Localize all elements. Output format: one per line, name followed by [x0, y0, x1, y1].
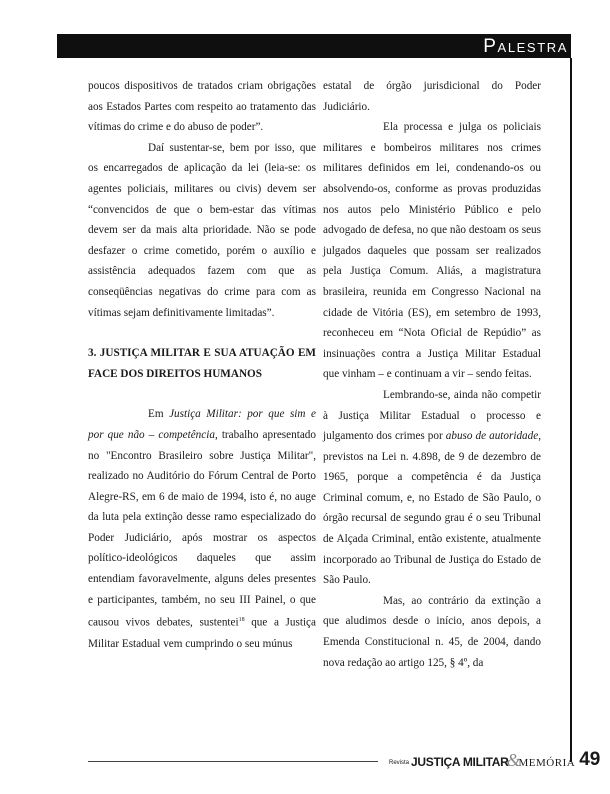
right-paragraph-1: estatal de órgão jurisdicional do Poder Judiciário. [323, 80, 541, 113]
p3-middle: , trabalho apresentado no "Encontro Brasileiro sobre Justiça Militar", realizado no Auditório do Fórum Central de Porto Alegre-RS, em 6 de maio de 1994, isto é, no auge da luta pela extinção desse ramo especializado do Poder Judiciário, após mostrar os aspectos político-ideológicos daqueles que assim entendiam favoravelmente, alguns deles presentes e participantes, também, no seu III Painel, o que causou vivos debates, sustentei [88, 428, 316, 629]
page-number: 49 [579, 749, 601, 770]
right-paragraph-4: Mas, ao contrário da extinção a que aludimos desde o início, anos depois, a Emenda Constitucional n. 45, de 2004, dando nova redação ao artigo 125, § 4º, da [323, 594, 541, 669]
section-title: Palestra [483, 36, 568, 57]
left-paragraph-1: poucos dispositivos de tratados criam obrigações aos Estados Partes com respeito ao tratamento das vítimas do crime e do abuso de poder”. [88, 80, 316, 134]
rp3-lead: Lembrando-se, ainda não competir à Justiça Militar Estadual o processo e julgamento dos crimes por [323, 388, 541, 443]
left-column [88, 76, 316, 654]
rp3-end: , previstos na Lei n. 4.898, de 9 de dezembro de 1965, porque a competência é da Justiça Criminal comum, e, no Estado de São Paulo, o órgão recursal de segundo grau é o seu Tribunal de Alçada Criminal, então existente, atualmente incorporado ao Tribunal de Justiça do Estado de São Paulo. [323, 430, 542, 587]
footer-memoria: MEMÓRIA [518, 757, 576, 769]
footer-rule [88, 761, 378, 762]
section-heading: 3. JUSTIÇA MILITAR E SUA ATUAÇÃO EM FACE DOS DIREITOS HUMANOS [88, 347, 316, 380]
abuse-term: abuso de autoridade [445, 430, 539, 443]
right-column [323, 76, 541, 673]
footer-ampersand: & [506, 750, 521, 770]
p3-end: que a Justiça Militar Estadual vem cumprindo o seu múnus [88, 616, 316, 650]
left-paragraph-3 [88, 404, 316, 654]
footer-brand: JUSTIÇA MILITAR [411, 755, 509, 769]
cited-work-title: Justiça Militar: por que sim e por que não – competência [88, 408, 316, 441]
footer [389, 747, 600, 769]
right-margin-rule [570, 58, 572, 762]
right-paragraph-2: Ela processa e julga os policiais militares e bombeiros militares nos crimes militares definidos em lei, condenando-os ou absolvendo-os, conforme as provas produzidas nos autos pelo Ministério Público e pelo advogado de defesa, no que não destoam os seus julgados daqueles que possam ser realizados pela Justiça Comum. Aliás, a magistratura brasileira, reunida em Congresso Nacional na cidade de Vitória (ES), em setembro de 1993, reconheceu em “Nota Oficial de Repúdio” as insinuações contra a Justiça Militar Estadual que vinham – e continuam a vir – sendo feitas. [323, 121, 541, 381]
footnote-mark: 18 [238, 617, 245, 624]
right-paragraph-3 [323, 385, 541, 591]
p3-lead: Em [148, 408, 170, 421]
left-paragraph-2: Daí sustentar-se, bem por isso, que os encarregados de aplicação da lei (leia-se: os agentes policiais, militares ou civis) devem ser “convencidos de que o bem-estar das vítimas devem ser da mais alta prioridade. Não se pode desfazer o crime cometido, porém o auxílio e assistência adequados fazem com que as conseqüências negativas do crime para com as vítimas sejam definitivamente limitadas”. [88, 141, 316, 319]
footer-revista: Revista [389, 760, 410, 766]
